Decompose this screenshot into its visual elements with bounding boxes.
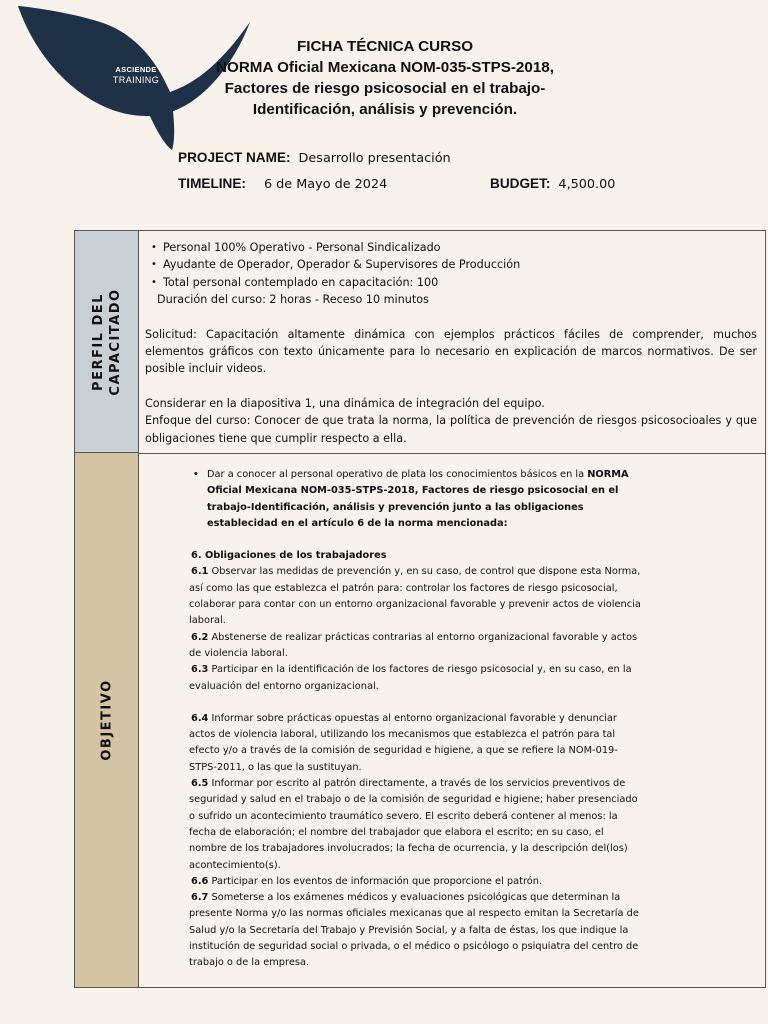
project-name-row: [178, 150, 451, 166]
solicitud-text: Solicitud: Capacitación altamente dinámica con ejemplos prácticos fáciles de comprender, muchos elementos gráficos con texto únicamente para lo necesario en explicación de marcos normativos. De ser posible incluir videos.: [145, 327, 757, 376]
course-duration: Duración del curso: 2 horas - Receso 10 minutos: [157, 293, 429, 307]
obligation-number: 6.5: [191, 778, 209, 790]
obligation-item: [189, 890, 641, 971]
obligation-number: 6.1: [191, 566, 209, 578]
obligation-number: 6.4: [191, 712, 209, 724]
obligation-item: [189, 630, 641, 663]
considerar-text: Considerar en la diapositiva 1, una dinámica de integración del equipo.: [145, 396, 545, 410]
obligation-number: 6.2: [191, 631, 209, 643]
obligation-item: [189, 874, 641, 890]
course-table: [74, 230, 766, 988]
document-title: [190, 36, 580, 120]
title-line-2: NORMA Oficial Mexicana NOM-035-STPS-2018,: [216, 59, 554, 76]
obligation-item: [189, 662, 641, 695]
list-item: • Personal 100% Operativo - Personal Sindicalizado: [163, 239, 757, 256]
title-line-4: Identificación, análisis y prevención.: [252, 101, 518, 118]
budget-value: 4,500.00: [558, 177, 616, 192]
perfil-label-line1: PERFIL DEL: [90, 292, 106, 391]
obligation-text: Observar las medidas de prevención y, en su caso, de control que dispone esta Norma, así como las que establezca el patrón para: controlar los factores de riesgo psicosocial, colaborar para contar con un entorno organizacional favorable y prevenir actos de violencia laboral.: [189, 566, 641, 627]
perfil-bullets: [145, 239, 757, 291]
list-item: • Total personal contemplado en capacitación: 100: [163, 274, 757, 291]
timeline-row: [178, 176, 387, 192]
objetivo-intro-text: Dar a conocer al personal operativo de plata los conocimientos básicos en la: [207, 469, 588, 480]
project-name-value: Desarrollo presentación: [298, 151, 451, 166]
obligation-text: Informar sobre prácticas opuestas al entorno organizacional favorable y denunciar actos de violencia laboral, utilizando los mecanismos que establezca el patrón para tal efecto y/o a través de la comisión de seguridad e higiene, a que se refiere la NOM-019-STPS-2011, o las que la sustituyan.: [189, 712, 618, 773]
list-item: • Ayudante de Operador, Operador & Supervisores de Producción: [163, 256, 757, 273]
obligation-text: Someterse a los exámenes médicos y evaluaciones psicológicas que determinan la presente Norma y/o las normas oficiales mexicanas que al respecto emitan la Secretaría de Salud y/o la Secretaría del Trabajo y Previsión Social, y a falta de éstas, los que indique la institución de seguridad social o privada, o el médico o psicólogo o psiquiatra del centro de trabajo o de la empresa.: [189, 892, 639, 969]
perfil-header-cell: [75, 231, 139, 453]
obligation-item: [189, 711, 641, 776]
timeline-label: TIMELINE:: [178, 176, 246, 191]
obligation-text: Participar en los eventos de información que proporcione el patrón.: [211, 875, 543, 887]
objetivo-content: [189, 467, 641, 972]
objetivo-intro: [189, 467, 641, 532]
title-line-1: FICHA TÉCNICA CURSO: [296, 38, 474, 55]
enfoque-text: Enfoque del curso: Conocer de que trata la norma, la política de prevención de riesgos psicosocioales y que obligaciones tiene que cumplir respecto a ella.: [145, 414, 757, 445]
budget-label: BUDGET:: [490, 176, 551, 191]
section-title: 6. Obligaciones de los trabajadores: [191, 550, 387, 562]
obligation-number: 6.7: [191, 892, 209, 904]
obligation-text: Informar por escrito al patrón directamente, a través de los servicios preventivos de seguridad y salud en el trabajo o de la comisión de seguridad e higiene; haber presenciado o sufrido un acontecimiento traumático severo. El escrito deberá contener al menos: la fecha de elaboración; el nombre del trabajador que elabora el escrito; en su caso, el nombre de los trabajadores involucrados; la fecha de ocurrencia, y la descripción del(los) acontecimiento(s).: [189, 778, 638, 871]
project-name-label: PROJECT NAME:: [178, 150, 291, 165]
obligation-number: 6.3: [191, 664, 209, 676]
logo-line1: ASCIENDE: [115, 65, 157, 74]
objetivo-header-cell: [75, 453, 139, 987]
row-divider: [139, 453, 765, 454]
obligation-item: [189, 776, 641, 874]
budget-row: [490, 176, 615, 192]
obligation-number: 6.6: [191, 875, 209, 887]
objetivo-label: OBJETIVO: [99, 679, 114, 761]
objetivo-intro-bold: NORMA Oficial Mexicana NOM-035-STPS-2018, Factores de riesgo psicosocial en el trabajo-Identificación, análisis y prevención junto a las obligaciones establecidad en el artículo 6 de la norma mencionada:: [207, 469, 629, 529]
perfil-label: [90, 288, 124, 395]
timeline-value: 6 de Mayo de 2024: [263, 177, 388, 192]
obligation-item: [189, 564, 641, 629]
perfil-content: [145, 239, 757, 447]
logo-text: [104, 66, 168, 85]
perfil-label-line2: CAPACITADO: [107, 287, 123, 396]
title-line-3: Factores de riesgo psicosocial en el trabajo-: [224, 80, 546, 97]
logo-line2: TRAINING: [112, 74, 160, 85]
obligation-text: Abstenerse de realizar prácticas contrarias al entorno organizacional favorable y actos de violencia laboral.: [189, 631, 638, 659]
obligation-text: Participar en la identificación de los factores de riesgo psicosocial y, en su caso, en la evaluación del entorno organizacional.: [189, 664, 632, 692]
